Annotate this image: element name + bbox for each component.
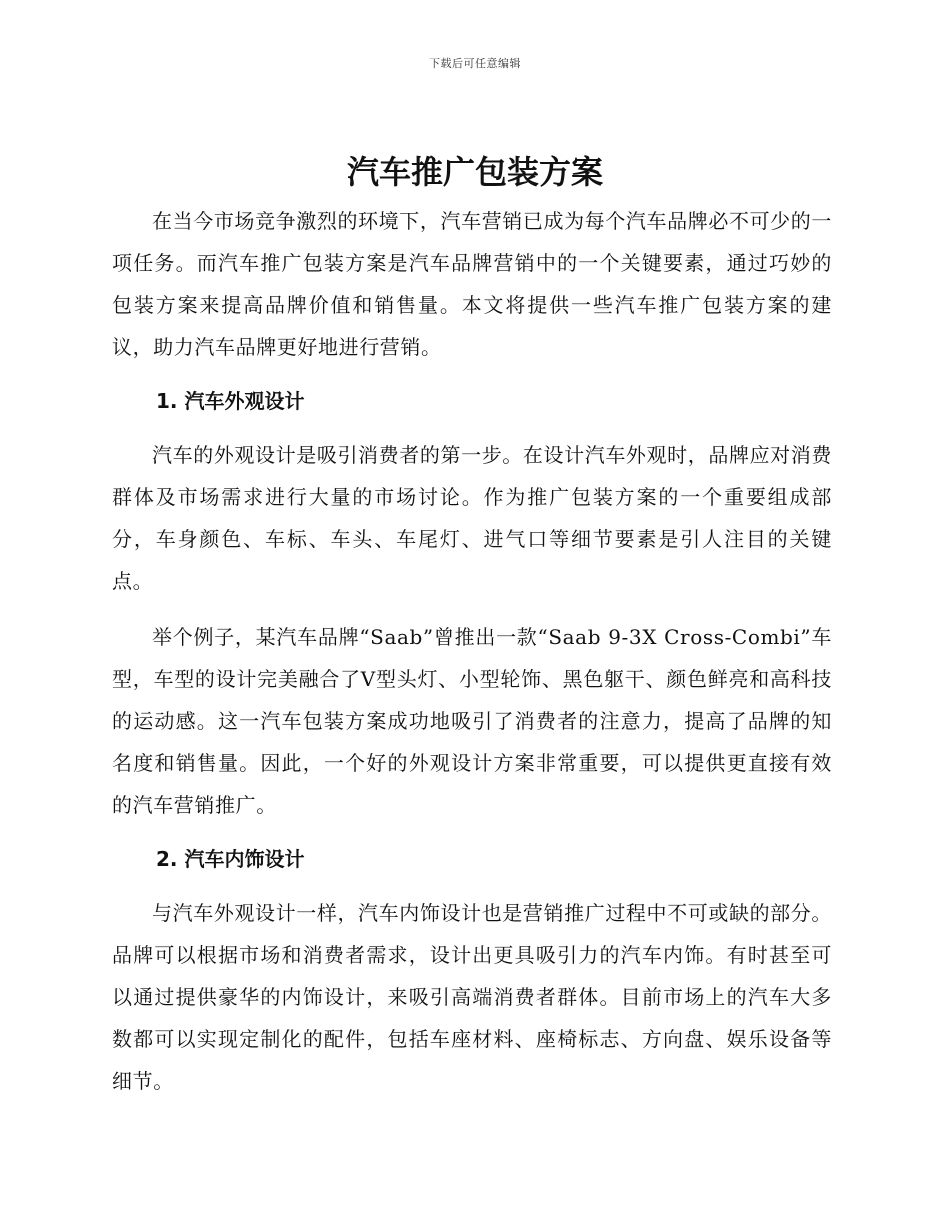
document-body — [112, 200, 832, 1102]
section-heading-exterior: 1. 汽车外观设计 — [156, 389, 305, 413]
interior-paragraph-1: 与汽车外观设计一样，汽车内饰设计也是营销推广过程中不可或缺的部分。品牌可以根据市场和消费者需求，设计出更具吸引力的汽车内饰。有时甚至可以通过提供豪华的内饰设计，来吸引高端消费者群体。目前市场上的汽车大多数都可以实现定制化的配件，包括车座材料、座椅标志、方向盘、娱乐设备等细节。 — [112, 901, 832, 1093]
exterior-paragraph-1: 汽车的外观设计是吸引消费者的第一步。在设计汽车外观时，品牌应对消费群体及市场需求进行大量的市场讨论。作为推广包装方案的一个重要组成部分，车身颜色、车标、车头、车尾灯、进气口等细节要素是引人注目的关键点。 — [112, 443, 832, 593]
document-title: 汽车推广包装方案 — [346, 153, 603, 191]
exterior-paragraph-2: 举个例子，某汽车品牌“Saab”曾推出一款“Saab 9-3X Cross-Combi”车型，车型的设计完美融合了V型头灯、小型轮饰、黑色躯干、颜色鲜亮和高科技的运动感。这一汽车包装方案成功地吸引了消费者的注意力，提高了品牌的知名度和销售量。因此，一个好的外观设计方案非常重要，可以提供更直接有效的汽车营销推广。 — [112, 625, 832, 817]
section-heading-interior: 2. 汽车内饰设计 — [156, 847, 305, 871]
header-note: 下载后可任意编辑 — [429, 57, 521, 70]
intro-paragraph: 在当今市场竞争激烈的环境下，汽车营销已成为每个汽车品牌必不可少的一项任务。而汽车推广包装方案是汽车品牌营销中的一个关键要素，通过巧妙的包装方案来提高品牌价值和销售量。本文将提供一些汽车推广包装方案的建议，助力汽车品牌更好地进行营销。 — [112, 209, 832, 359]
